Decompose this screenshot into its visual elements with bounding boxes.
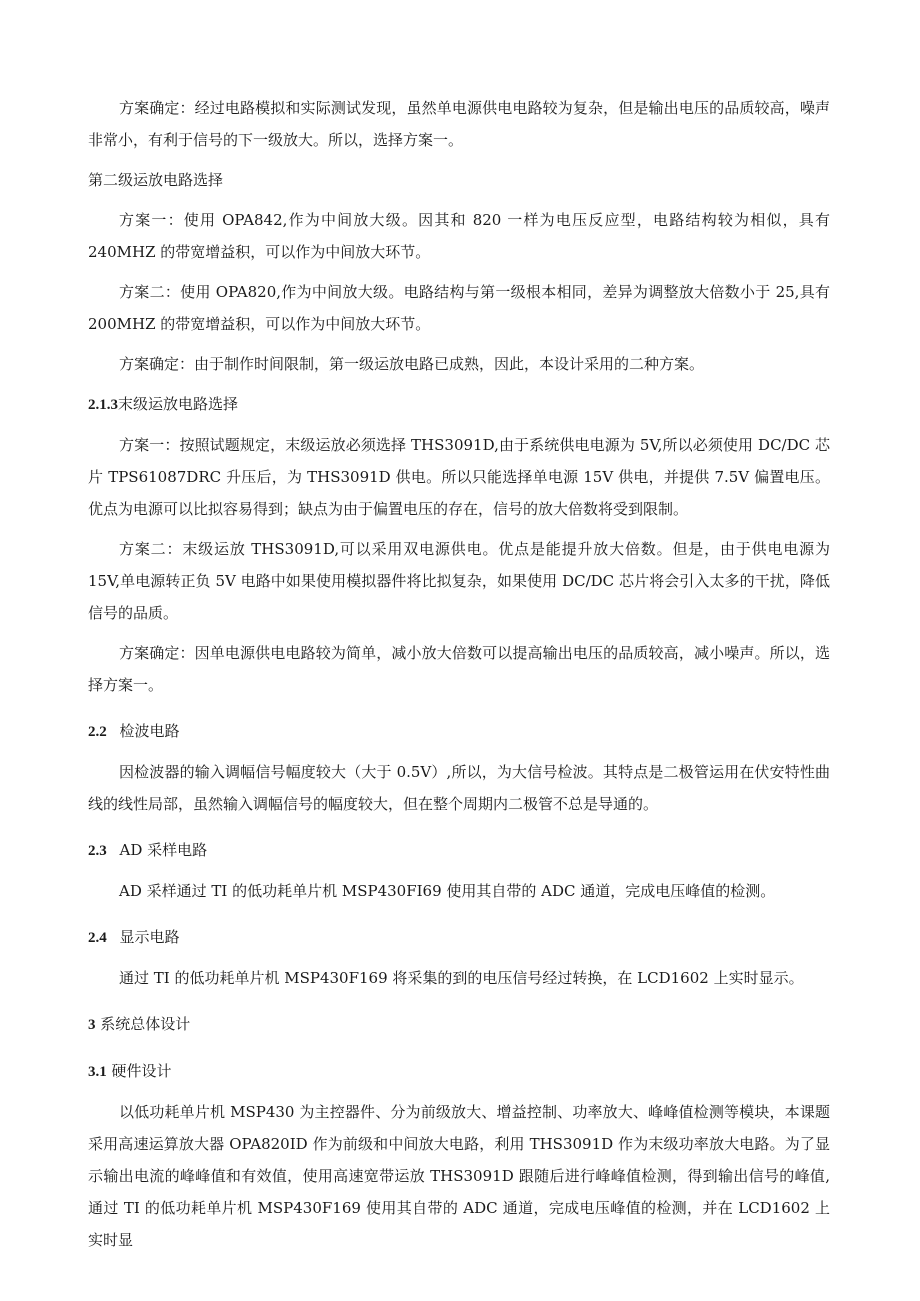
heading-number: 2.3 bbox=[88, 843, 107, 859]
paragraph-hardware-design: 以低功耗单片机 MSP430 为主控器件、分为前级放大、增益控制、功率放大、峰峰值检测等模块，本课题采用高速运算放大器 OPA820ID 作为前级和中间放大电路，利用 THS3091D 作为末级功率放大电路。为了显示输出电流的峰峰值和有效值，使用高速宽带运放 THS3091D 跟随后进行峰峰值检测，得到输出信号的峰值,通过 TI 的低功耗单片机 MSP430F169 使用其自带的 ADC 通道，完成电压峰值的检测，并在 LCD1602 上实时显 bbox=[88, 1103, 830, 1249]
heading-3 bbox=[88, 1008, 830, 1041]
paragraph-plan-2: 方案二：使用 OPA820,作为中间放大级。电路结构与第一级根本相同，差异为调整放大倍数小于 25,具有 200MHZ 的带宽增益积，可以作为中间放大环节。 bbox=[88, 283, 830, 333]
heading-title: 第二级运放电路选择 bbox=[88, 171, 224, 189]
heading-title: AD 采样电路 bbox=[119, 841, 208, 859]
paragraph-final-plan-1: 方案一：按照试题规定，末级运放必须选择 THS3091D,由于系统供电电源为 5V,所以必须使用 DC/DC 芯片 TPS61087DRC 升压后，为 THS3091D 供电。所以只能选择单电源 15V 供电，并提供 7.5V 偏置电压。优点为电源可以比拟容易得到；缺点为由于偏置电压的存在，信号的放大倍数将受到限制。 bbox=[88, 436, 830, 518]
paragraph-final-plan-2: 方案二：末级运放 THS3091D,可以采用双电源供电。优点是能提升放大倍数。但是，由于供电电源为 15V,单电源转正负 5V 电路中如果使用模拟器件将比拟复杂，如果使用 DC/DC 芯片将会引入太多的干扰，降低信号的品质。 bbox=[88, 540, 830, 622]
heading-title: 硬件设计 bbox=[111, 1062, 172, 1080]
heading-2-4 bbox=[88, 921, 830, 954]
heading-number: 3.1 bbox=[88, 1064, 107, 1080]
paragraph-plan-decision-2: 方案确定：由于制作时间限制，第一级运放电路已成熟，因此，本设计采用的二种方案。 bbox=[119, 355, 705, 373]
paragraph-display: 通过 TI 的低功耗单片机 MSP430F169 将采集的到的电压信号经过转换，在 LCD1602 上实时显示。 bbox=[119, 969, 804, 987]
heading-number: 2.4 bbox=[88, 930, 107, 946]
heading-title: 末级运放电路选择 bbox=[118, 395, 239, 413]
heading-3-1 bbox=[88, 1055, 830, 1088]
heading-number: 2.1.3 bbox=[88, 397, 118, 413]
paragraph-ad-sampling: AD 采样通过 TI 的低功耗单片机 MSP430FI69 使用其自带的 ADC 通道，完成电压峰值的检测。 bbox=[119, 882, 776, 900]
heading-second-stage bbox=[88, 164, 830, 196]
document-page bbox=[88, 92, 830, 1256]
heading-2-1-3 bbox=[88, 388, 830, 421]
heading-number: 2.2 bbox=[88, 724, 107, 740]
heading-2-2 bbox=[88, 715, 830, 748]
paragraph-plan-decision-1: 方案确定：经过电路模拟和实际测试发现，虽然单电源供电电路较为复杂，但是输出电压的品质较高，噪声非常小，有利于信号的下一级放大。所以，选择方案一。 bbox=[88, 99, 830, 149]
heading-2-3 bbox=[88, 834, 830, 867]
paragraph-plan-1: 方案一：使用 OPA842,作为中间放大级。因其和 820 一样为电压反应型，电路结构较为相似，具有 240MHZ 的带宽增益积，可以作为中间放大环节。 bbox=[88, 211, 830, 261]
heading-title: 系统总体设计 bbox=[100, 1015, 191, 1033]
heading-number: 3 bbox=[88, 1017, 96, 1033]
heading-title: 检波电路 bbox=[119, 722, 180, 740]
heading-title: 显示电路 bbox=[119, 928, 180, 946]
paragraph-detector: 因检波器的输入调幅信号幅度较大（大于 0.5V）,所以，为大信号检波。其特点是二极管运用在伏安特性曲线的线性局部，虽然输入调幅信号的幅度较大，但在整个周期内二极管不总是导通的。 bbox=[88, 763, 830, 813]
paragraph-final-decision: 方案确定：因单电源供电电路较为简单，减小放大倍数可以提高输出电压的品质较高，减小噪声。所以，选择方案一。 bbox=[88, 644, 830, 694]
